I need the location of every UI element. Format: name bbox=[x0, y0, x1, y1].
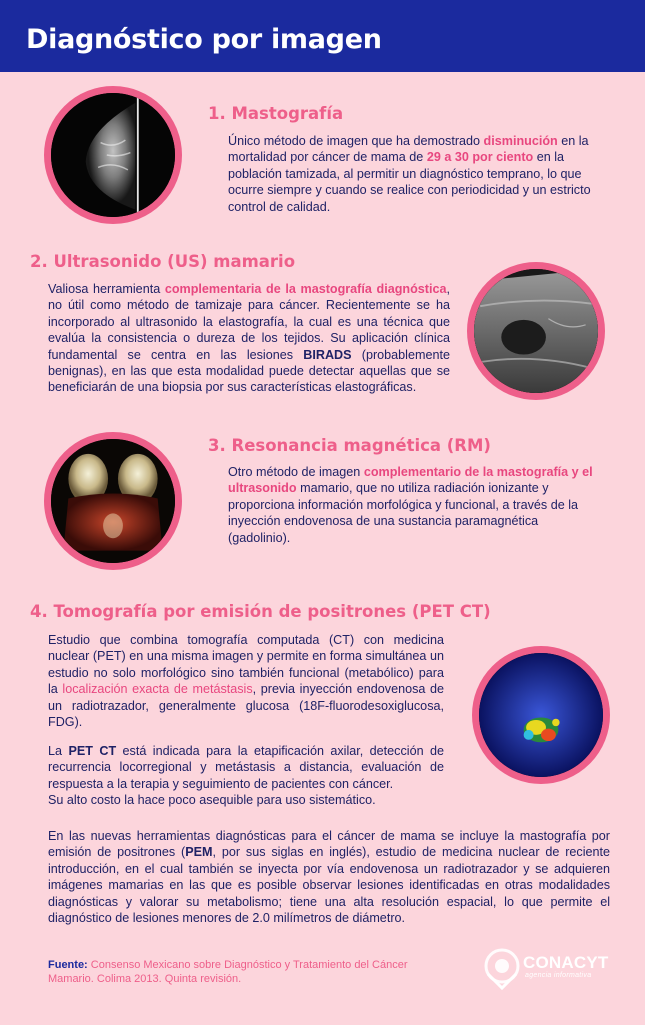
section-2-text: Valiosa herramienta complementaria de la mastografía diagnóstica, no útil como método de tamizaje para cáncer. Recientemente se ha incorporado al ultrasonido la elastografía, la cual es una técnica que evalúa la consistencia o dureza de los tejidos. Su aplicación clínica fundamental se centra en las lesiones BIRADS (probablemente benignas), en las que esta modalidad puede detectar aquellas que se beneficiarán de una biopsia por sus características elastográficas. bbox=[48, 282, 450, 395]
pem-paragraph: En las nuevas herramientas diagnósticas para el cáncer de mama se incluye la mastografía por emisión de positrones (PEM, por sus siglas en inglés), estudio de medicina nuclear de reciente introducción, en el cual también se inyecta por vía endovenosa un radiotrazador y se adquieren imágenes mamarias en las que es posible observar lesiones identificadas en otras modalidades diagnósticas y valorar su metabolismo; tiene una alta resolución espacial, lo que permite el diagnóstico de lesiones menores de 2.0 milímetros de diámetro. bbox=[48, 829, 611, 926]
section-4-title: 4. Tomografía por emisión de positrones (PET CT) bbox=[30, 602, 491, 621]
source-citation: Fuente: Consenso Mexicano sobre Diagnóstico y Tratamiento del Cáncer Mamario. Colima 2013. Quinta revisión. bbox=[48, 959, 408, 985]
section-4-paragraph-3: Su alto costo la hace poco asequible para uso sistemático. bbox=[48, 793, 376, 807]
ultrasound-image bbox=[467, 262, 605, 400]
logo-subtitle: agencia informativa bbox=[525, 972, 592, 979]
section-4-paragraph-2: La PET CT está indicada para la etapificación axilar, detección de recurrencia locorregional y metástasis a distancia, evaluación de respuesta a la terapia y seguimiento de pacientes con cáncer. bbox=[48, 744, 445, 791]
section-2-title: 2. Ultrasonido (US) mamario bbox=[30, 252, 296, 271]
section-1-title: 1. Mastografía bbox=[208, 104, 344, 123]
mammography-image bbox=[44, 86, 182, 224]
page-header bbox=[0, 0, 645, 72]
logo-name: CONACYT bbox=[523, 953, 609, 972]
mri-image bbox=[44, 432, 182, 570]
page-title: Diagnóstico por imagen bbox=[26, 24, 382, 55]
pet-ct-image bbox=[472, 646, 610, 784]
section-3-text: Otro método de imagen complementario de la mastografía y el ultrasonido mamario, que no utiliza radiación ionizante y proporciona información morfológica y funcional, a través de la inyección endovenosa de una sustancia paramagnética (gadolinio). bbox=[228, 465, 593, 545]
section-3-title: 3. Resonancia magnética (RM) bbox=[208, 436, 491, 455]
section-4-paragraph-1: Estudio que combina tomografía computada (CT) con medicina nuclear (PET) en una misma imagen y permite en forma simultánea un estudio no solo morfológico sino también funcional (metabólico) para la localización exacta de metástasis, previa inyección endovenosa de un radiotrazador, generalmente glucosa (18F-fluorodesoxiglucosa, FDG). bbox=[48, 633, 444, 730]
section-1-text: Único método de imagen que ha demostrado disminución en la mortalidad por cáncer de mama de 29 a 30 por ciento en la población tamizada, al permitir un diagnóstico temprano, lo que ocurre siempre y cuando se realice con periodicidad y un estricto control de calidad. bbox=[228, 134, 591, 214]
